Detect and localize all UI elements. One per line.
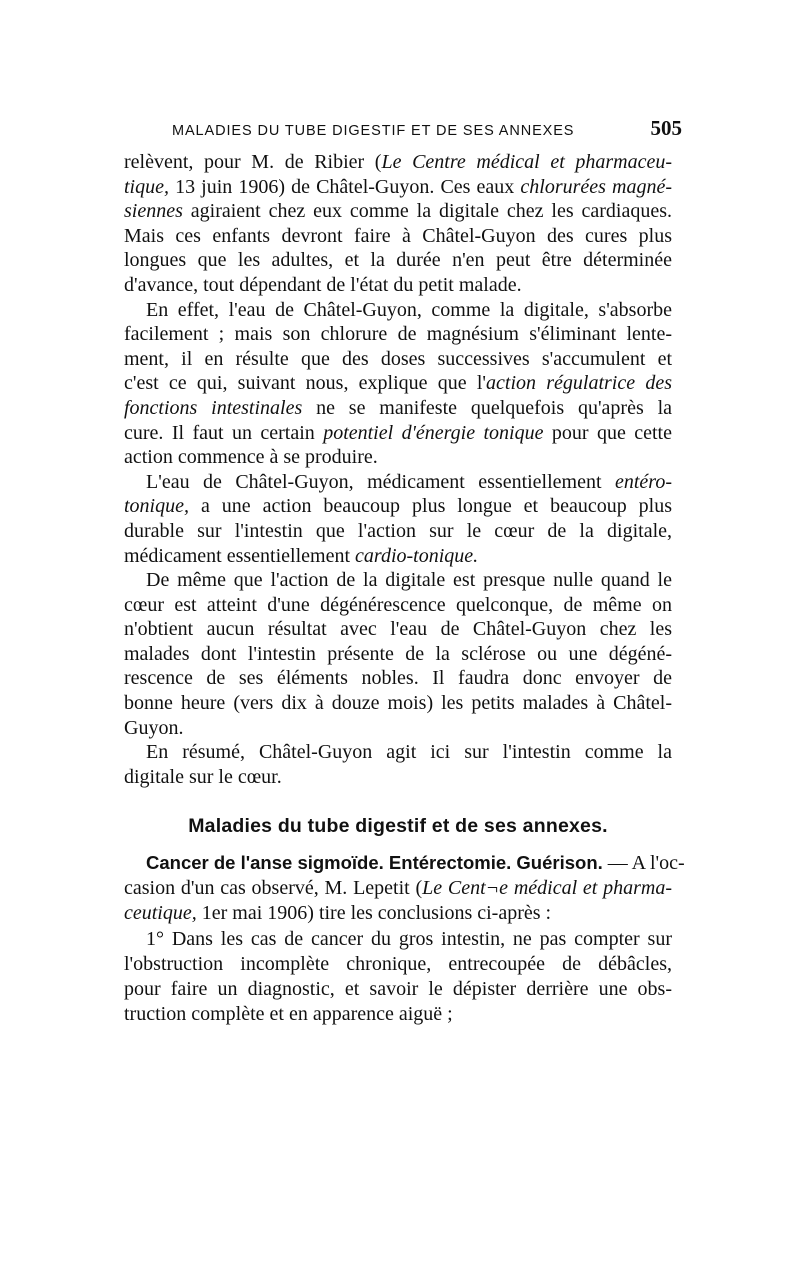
- section-heading: Maladies du tube digestif et de ses annexes.: [188, 815, 608, 837]
- text-line: bonne heure (vers dix à douze mois) les petits malades à Châtel-: [124, 692, 672, 715]
- text-line: relèvent, pour M. de Ribier (Le Centre médical et pharmaceu-: [124, 151, 673, 173]
- text-line: fonctions intestinales ne se manifeste quelquefois qu'après la: [124, 396, 673, 419]
- text-line: rescence de ses éléments nobles. Il faudra donc envoyer de: [124, 667, 672, 690]
- running-head-title: MALADIES DU TUBE DIGESTIF ET DE SES ANNEXES: [172, 123, 575, 139]
- text-line: En effet, l'eau de Châtel-Guyon, comme la digitale, s'absorbe: [146, 298, 672, 321]
- text-line: 1° Dans les cas de cancer du gros intestin, ne pas compter sur: [146, 927, 672, 950]
- body-text: [124, 150, 672, 789]
- running-head: [172, 116, 682, 141]
- page-number: 505: [650, 116, 682, 140]
- text-line: facilement ; mais son chlorure de magnésium s'éliminant lente-: [124, 323, 672, 346]
- text-line: cœur est atteint d'une dégénérescence quelconque, de même on: [124, 593, 672, 616]
- text-line: De même que l'action de la digitale est presque nulle quand le: [146, 569, 672, 592]
- text-line: l'obstruction incomplète chronique, entrecoupée de débâcles,: [124, 952, 672, 975]
- text-line: tonique, a une action beaucoup plus longue et beaucoup plus: [124, 495, 672, 518]
- text-line: durable sur l'intestin que l'action sur le cœur de la digitale,: [124, 519, 672, 542]
- text-line: pour faire un diagnostic, et savoir le dépister derrière une obs-: [124, 978, 672, 1001]
- text-line: d'avance, tout dépendant de l'état du petit malade.: [124, 273, 522, 296]
- text-line: longues que les adultes, et la durée n'en peut être déterminée: [124, 249, 672, 272]
- text-line: ceutique, 1er mai 1906) tire les conclusions ci-après :: [124, 902, 552, 925]
- text-line: Mais ces enfants devront faire à Châtel-Guyon des cures plus: [124, 224, 672, 247]
- text-line: Cancer de l'anse sigmoïde. Entérectomie. Guérison. — A l'oc-: [146, 852, 685, 874]
- text-line: c'est ce qui, suivant nous, explique que l'action régulatrice des: [124, 372, 672, 395]
- text-line: L'eau de Châtel-Guyon, médicament essentiellement entéro-: [146, 470, 672, 493]
- text-line: Guyon.: [124, 716, 184, 739]
- text-line: siennes agiraient chez eux comme la digitale chez les cardiaques.: [124, 200, 672, 223]
- text-line: n'obtient aucun résultat avec l'eau de Châtel-Guyon chez les: [124, 618, 672, 641]
- body-text-continued: [124, 850, 685, 1027]
- text-line: En résumé, Châtel-Guyon agit ici sur l'intestin comme la: [146, 741, 672, 764]
- text-line: malades dont l'intestin présente de la sclérose ou une dégéné-: [124, 642, 672, 665]
- text-line: médicament essentiellement cardio-tonique.: [124, 544, 479, 567]
- text-line: ment, il en résulte que des doses successives s'accumulent et: [124, 347, 672, 370]
- text-line: casion d'un cas observé, M. Lepetit (Le Cent¬e médical et pharma-: [124, 877, 672, 900]
- text-line: action commence à se produire.: [124, 446, 378, 469]
- text-line: tique, 13 juin 1906) de Châtel-Guyon. Ces eaux chlorurées magné-: [124, 175, 672, 198]
- text-line: truction complète et en apparence aiguë ;: [124, 1003, 453, 1026]
- text-line: cure. Il faut un certain potentiel d'énergie tonique pour que cette: [124, 421, 672, 444]
- text-line: digitale sur le cœur.: [124, 765, 282, 788]
